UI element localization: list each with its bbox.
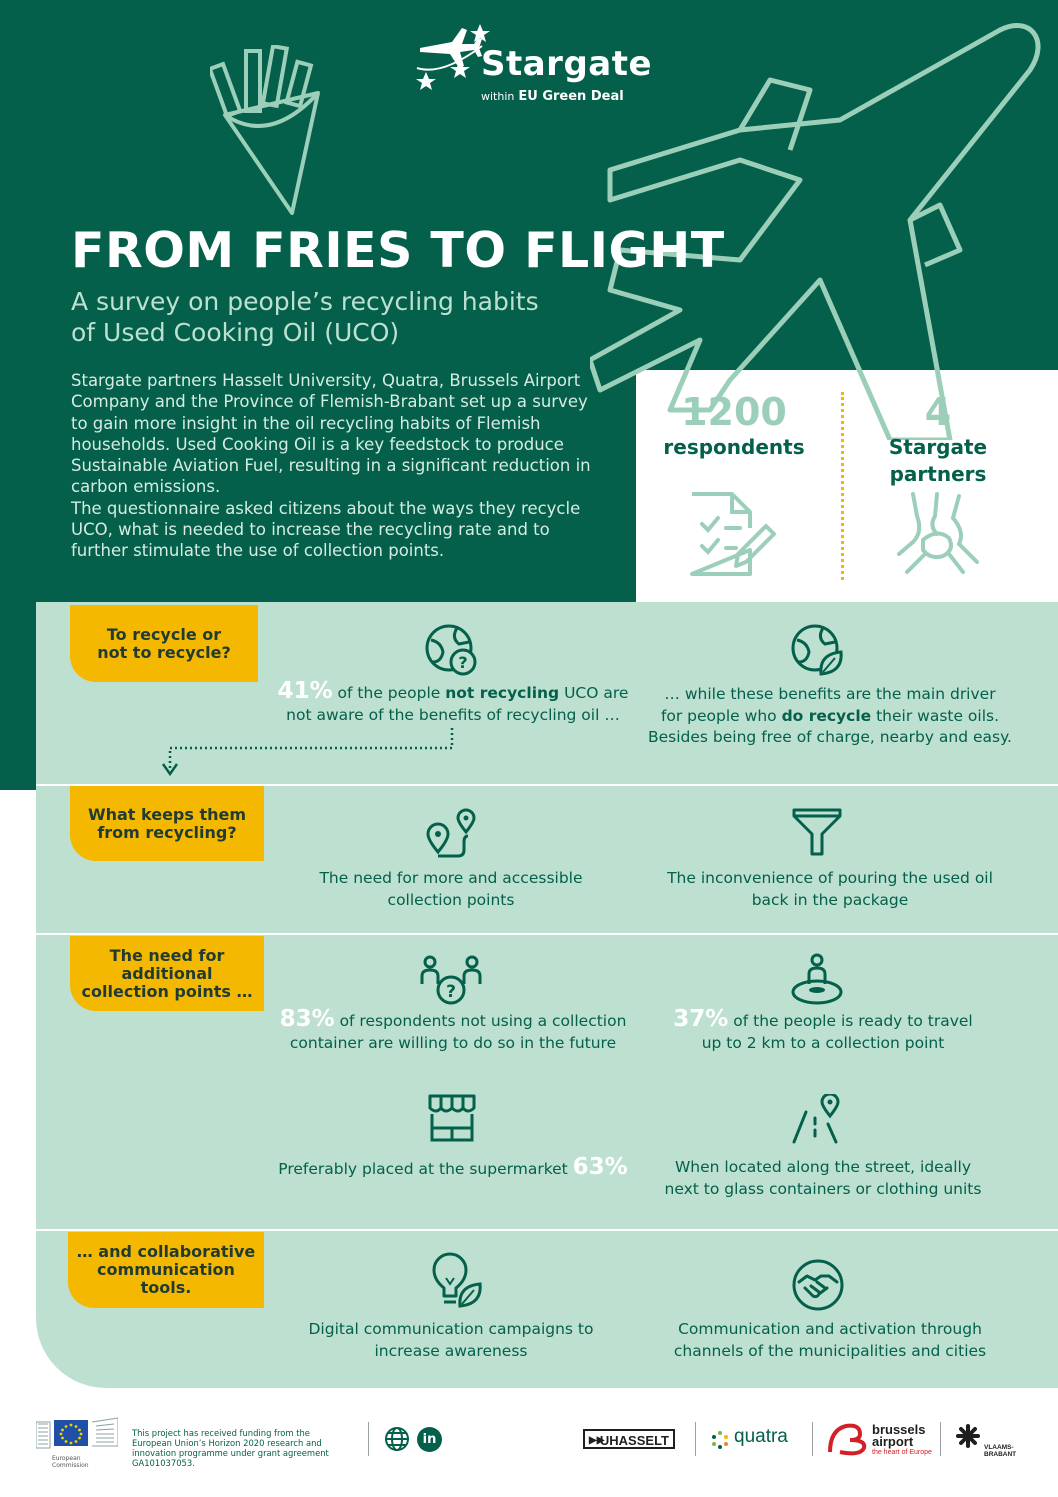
play-icon: ▶▶: [589, 1435, 605, 1446]
text-line: up to 2 km to a collection point: [701, 1033, 945, 1052]
globe-leaf-icon: [789, 622, 845, 678]
text-bold: do recycle: [781, 706, 872, 725]
stat-respondents-label: respondents: [663, 435, 805, 459]
stargate-logo-icon: [412, 18, 492, 93]
benefits-driver-text: [640, 684, 1020, 749]
map-route-icon: [424, 806, 478, 860]
text-bold: not recycling: [445, 684, 560, 702]
text-line: Digital communication campaigns to: [308, 1320, 594, 1338]
footer-divider: [695, 1422, 696, 1456]
digital-campaigns-text: [280, 1319, 622, 1362]
stat-37-value: 37%: [673, 1006, 729, 1032]
funnel-icon: [792, 806, 842, 858]
fries-icon: [210, 45, 325, 220]
text-line: not aware of the benefits of recycling oil …: [286, 705, 620, 724]
text-line: VLAAMS-: [984, 1444, 1014, 1451]
text-line: … while these benefits are the main driver: [664, 685, 996, 703]
vlaams-brabant-logo-icon: [956, 1424, 980, 1448]
tag-line: from recycling?: [97, 822, 237, 842]
text-line: Commission: [52, 1462, 89, 1469]
text-span: for people who: [660, 706, 782, 725]
text-line: The inconvenience of pouring the used oil: [667, 869, 993, 887]
text-line: BRABANT: [984, 1451, 1017, 1458]
globe-icon[interactable]: [384, 1426, 410, 1452]
text-span: of the people is ready to travel: [728, 1012, 973, 1030]
inconvenience-text: [640, 868, 1020, 911]
logo-within: within: [481, 90, 515, 103]
stat-63-value: 63%: [572, 1154, 628, 1180]
stat-partners-value: 4: [924, 390, 952, 434]
stat-83-value: 83%: [279, 1006, 335, 1032]
tag-to-recycle: [70, 605, 258, 682]
text-line: The need for more and accessible: [319, 869, 583, 887]
text-line: European: [52, 1455, 81, 1462]
handshake-icon: [791, 1258, 845, 1312]
dotted-arrow-connector: [160, 726, 460, 780]
stat-partners-label-2: partners: [889, 462, 987, 486]
section-divider: [36, 1229, 1058, 1231]
tag-line: To recycle or: [106, 624, 222, 644]
logo-subtitle: [481, 89, 624, 104]
tag-need-collection: [70, 936, 264, 1011]
intro-paragraph-1: Stargate partners Hasselt University, Quatra, Brussels Airport Company and the Province of Flemish-Brabant set up a survey to gain more insight in the oil recycling habits of Flemish households. Used Cooking Oil is a key feedstock to produce Sustainable Aviation Fuel, resulting in a significant reduction in carbon emissions.: [71, 371, 591, 497]
tag-line: What keeps them: [87, 804, 247, 824]
footer-divider: [812, 1422, 813, 1456]
text-line: the heart of Europe: [872, 1449, 932, 1456]
people-question-icon: [420, 954, 482, 1006]
tag-line: not to recycle?: [97, 642, 231, 662]
brussels-airport-logo: [872, 1424, 932, 1458]
page-title: FROM FRIES TO FLIGHT: [71, 222, 725, 279]
tag-line: … and collaborative: [76, 1242, 256, 1261]
funding-statement: This project has received funding from the European Union’s Horizon 2020 research and innovation programme under grant agreement GA101037053.: [132, 1428, 329, 1468]
text-line: Communication and activation through: [678, 1320, 982, 1338]
lightbulb-leaf-icon: [432, 1252, 484, 1308]
text-span: of the people: [332, 684, 446, 702]
supermarket-text: [270, 1154, 636, 1181]
linkedin-icon[interactable]: in: [417, 1427, 442, 1452]
stat-41-text: [270, 678, 636, 726]
text-line: collection points: [387, 890, 515, 909]
tag-communication: [68, 1232, 264, 1308]
text-span: UCO are: [559, 684, 629, 702]
eu-commission-logo: [36, 1416, 118, 1454]
vlaams-brabant-logo: [984, 1444, 1016, 1458]
stat-41-value: 41%: [277, 678, 333, 704]
text-line: When located along the street, ideally: [674, 1158, 972, 1176]
stat-partners: [858, 390, 1018, 488]
municipalities-text: [640, 1319, 1020, 1362]
person-location-icon: [790, 952, 844, 1006]
stat-respondents-value: 1200: [681, 390, 787, 434]
stat-83-text: [270, 1006, 636, 1054]
quatra-name: quatra: [734, 1426, 788, 1447]
need-more-points-text: [280, 868, 622, 911]
eu-commission-label: [52, 1455, 89, 1469]
logo-program: EU Green Deal: [518, 89, 624, 104]
footer-divider: [940, 1422, 941, 1456]
handshake-hands-icon: [893, 492, 983, 576]
footer-divider: [368, 1422, 369, 1456]
tag-line: collection points …: [81, 981, 253, 1001]
subtitle-line-2: of Used Cooking Oil (UCO): [71, 318, 400, 347]
stat-respondents: [650, 390, 818, 461]
text-span: of respondents not using a collection: [334, 1012, 627, 1030]
road-location-icon: [792, 1094, 842, 1144]
text-line: Besides being free of charge, nearby and easy.: [648, 728, 1012, 746]
tag-line: additional: [121, 963, 213, 983]
brussels-airport-logo-icon: [826, 1422, 870, 1456]
street-location-text: [640, 1157, 1006, 1200]
globe-question-icon: [423, 622, 479, 678]
section-divider: [36, 933, 1058, 935]
text-line: channels of the municipalities and cities: [673, 1341, 987, 1360]
stat-37-text: [640, 1006, 1006, 1054]
text-span: their waste oils.: [871, 706, 1000, 725]
uhasselt-logo: [583, 1429, 675, 1449]
text-line: increase awareness: [374, 1341, 528, 1360]
text-line: back in the package: [751, 890, 909, 909]
survey-form-icon: [686, 488, 778, 580]
subtitle-line-1: A survey on people’s recycling habits: [71, 287, 539, 316]
page-subtitle: [71, 286, 631, 348]
text-line: next to glass containers or clothing units: [664, 1179, 982, 1198]
svg-text:?: ?: [458, 653, 468, 672]
quatra-logo-icon: [710, 1430, 730, 1450]
tag-line: The need for: [109, 945, 225, 965]
text-line: container are willing to do so in the future: [289, 1033, 617, 1052]
stat-partners-label-1: Stargate: [888, 435, 988, 459]
tag-line: tools.: [140, 1278, 192, 1297]
intro-paragraph-2: The questionnaire asked citizens about the ways they recycle UCO, what is needed to increase the recycling rate and to further stimulate the use of collection points.: [71, 498, 581, 561]
tag-what-keeps: [70, 786, 264, 861]
logo-name: Stargate: [481, 44, 653, 84]
stats-divider: [841, 392, 844, 580]
svg-text:?: ?: [446, 982, 456, 1002]
text-span: Preferably placed at the supermarket: [278, 1160, 573, 1178]
intro-text: [71, 370, 601, 562]
uhasselt-name: UHASSELT: [599, 1433, 669, 1448]
text-line: brussels: [872, 1422, 926, 1437]
tag-line: communication: [97, 1260, 235, 1279]
text-line: airport: [872, 1434, 914, 1449]
shop-icon: [426, 1092, 478, 1144]
